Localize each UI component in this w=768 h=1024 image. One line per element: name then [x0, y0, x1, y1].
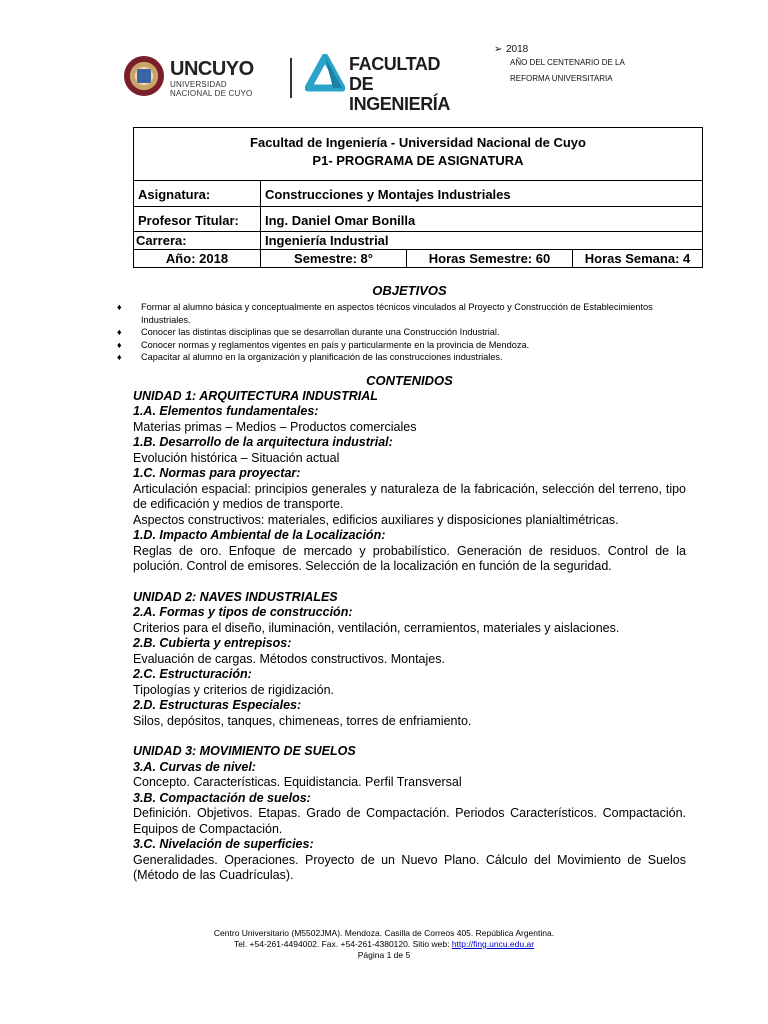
- unit-1b-title: 1.B. Desarrollo de la arquitectura industrial:: [133, 435, 393, 449]
- document-body: [117, 283, 686, 884]
- program-table: [133, 127, 703, 268]
- row-asignatura: [134, 181, 702, 207]
- centenario-line2: REFORMA UNIVERSITARIA: [510, 74, 613, 83]
- anio-cell: Año: 2018: [134, 250, 261, 267]
- unit-1a-text: Materias primas – Medios – Productos comerciales: [133, 419, 417, 434]
- header-divider: [290, 58, 292, 98]
- contenidos-title: CONTENIDOS: [366, 372, 453, 388]
- unit-1-title: UNIDAD 1: ARQUITECTURA INDUSTRIAL: [133, 388, 378, 403]
- diamond-bullet-icon: ♦: [117, 302, 122, 312]
- unit-3b-title: 3.B. Compactación de suelos:: [133, 790, 311, 805]
- unit-2b-text: Evaluación de cargas. Métodos constructivos. Montajes.: [133, 651, 445, 666]
- semestre-cell: Semestre: 8°: [261, 250, 407, 267]
- footer-contact: Tel. +54-261-4494002. Fax. +54-261-4380120. Sitio web: http://fing.uncu.edu.ar: [233, 939, 535, 949]
- row-hours: [134, 250, 702, 267]
- unit-2d-title: 2.D. Estructuras Especiales:: [133, 698, 302, 712]
- footer-address: Centro Universitario (M5502JMA). Mendoza. Casilla de Correos 405. República Argentina.: [213, 928, 555, 938]
- faculty-name-line1: FACULTAD: [349, 54, 441, 74]
- unit-1a-title: 1.A. Elementos fundamentales:: [133, 404, 319, 418]
- unit-2c-title: 2.C. Estructuración:: [133, 667, 252, 681]
- unit-1d-text: Reglas de oro. Enfoque de mercado y probabilístico. Generación de residuos. Control de la polución. Control de emisores. Selección de la localización en función de la seguridad.: [133, 543, 686, 573]
- website-link[interactable]: http://fing.uncu.edu.ar: [451, 939, 535, 949]
- page-header: [0, 44, 768, 114]
- asignatura-value: Construcciones y Montajes Industriales: [265, 187, 511, 202]
- uncuyo-sub-1: UNIVERSIDAD: [170, 80, 227, 89]
- unit-3a-title: 3.A. Curvas de nivel:: [133, 759, 256, 774]
- row-profesor: [134, 207, 702, 232]
- carrera-value: Ingeniería Industrial: [265, 233, 389, 248]
- list-item: ♦ Conocer normas y reglamentos vigentes en país y particularmente en la provincia de Mendoza.: [117, 339, 530, 350]
- arrow-right-icon: ➢: [494, 44, 503, 55]
- list-item: ♦ Formar al alumno básica y conceptualmente en aspectos técnicos vinculados al Proyecto y Construcción de Establecimientos Industriales.: [117, 302, 653, 325]
- page-number: Página 1 de 5: [357, 950, 411, 960]
- unit-2b-title: 2.B. Cubierta y entrepisos:: [133, 636, 292, 650]
- objetivos-list: [117, 301, 686, 364]
- unit-2c-text: Tipologías y criterios de rigidización.: [133, 682, 335, 697]
- unit-3b-text: Definición. Objetivos. Etapas. Grado de Compactación. Periodos Característicos. Compactación. Equipos de Compactación.: [133, 806, 686, 836]
- centenario-year: 2018: [506, 44, 529, 55]
- unit-1c-text-2: Aspectos constructivos: materiales, edificios auxiliares y disposiciones planialtimétricas.: [133, 512, 619, 527]
- unit-2a-text: Criterios para el diseño, iluminación, ventilación, cerramientos, materiales y aislaciones.: [133, 620, 620, 635]
- unit-1d-title: 1.D. Impacto Ambiental de la Localización:: [133, 528, 386, 542]
- unit-2a-title: 2.A. Formas y tipos de construcción:: [133, 605, 353, 619]
- diamond-bullet-icon: ♦: [117, 339, 122, 350]
- carrera-label: Carrera:: [134, 232, 261, 249]
- row-carrera: [134, 232, 702, 250]
- asignatura-label: Asignatura:: [134, 181, 261, 206]
- unit-2d-text: Silos, depósitos, tanques, chimeneas, torres de enfriamiento.: [133, 713, 472, 728]
- faculty-logo: [305, 54, 475, 114]
- uncuyo-sub-2: NACIONAL DE CUYO: [170, 89, 253, 98]
- page-footer: [0, 928, 768, 961]
- unit-3c-title: 3.C. Nivelación de superficies:: [133, 837, 314, 851]
- faculty-name-line2: DE INGENIERÍA: [349, 74, 451, 114]
- centenario-note: [494, 44, 754, 87]
- objetivos-title: OBJETIVOS: [372, 283, 447, 298]
- unit-1c-text-1: Articulación espacial: principios generales y naturaleza de la fabricación, selección del terreno, tipo de edificación y medios de transporte.: [133, 481, 686, 511]
- university-seal-icon: [124, 56, 164, 96]
- profesor-label: Profesor Titular:: [134, 207, 261, 231]
- unit-3-title: UNIDAD 3: MOVIMIENTO DE SUELOS: [133, 744, 356, 758]
- unit-3a-text: Concepto. Características. Equidistancia. Perfil Transversal: [133, 775, 462, 789]
- table-title-line2: P1- PROGRAMA DE ASIGNATURA: [312, 153, 524, 168]
- horas-semestre-cell: Horas Semestre: 60: [407, 250, 573, 267]
- table-title-line1: Facultad de Ingeniería - Universidad Nacional de Cuyo: [250, 135, 586, 150]
- table-title: [134, 128, 702, 181]
- faculty-triangle-icon: [305, 54, 345, 94]
- unit-2-title: UNIDAD 2: NAVES INDUSTRIALES: [133, 589, 338, 604]
- unit-3c-text: Generalidades. Operaciones. Proyecto de un Nuevo Plano. Cálculo del Movimiento de Suelos (Método de las Cuadrículas).: [133, 852, 686, 882]
- uncuyo-logo: [124, 56, 284, 100]
- centenario-line1: AÑO DEL CENTENARIO DE LA: [510, 58, 625, 67]
- list-item: ♦ Conocer las distintas disciplinas que se desarrollan durante una Construcción Industrial.: [117, 327, 500, 337]
- list-item: ♦ Capacitar al alumno en la organización y planificación de las construcciones industriales.: [117, 352, 503, 362]
- unit-1c-title: 1.C. Normas para proyectar:: [133, 466, 301, 480]
- diamond-bullet-icon: ♦: [117, 327, 122, 337]
- uncuyo-name: UNCUYO: [170, 58, 254, 80]
- horas-semana-cell: Horas Semana: 4: [584, 251, 691, 266]
- profesor-value: Ing. Daniel Omar Bonilla: [265, 213, 416, 228]
- diamond-bullet-icon: ♦: [117, 352, 122, 362]
- unit-1b-text: Evolución histórica – Situación actual: [133, 450, 340, 465]
